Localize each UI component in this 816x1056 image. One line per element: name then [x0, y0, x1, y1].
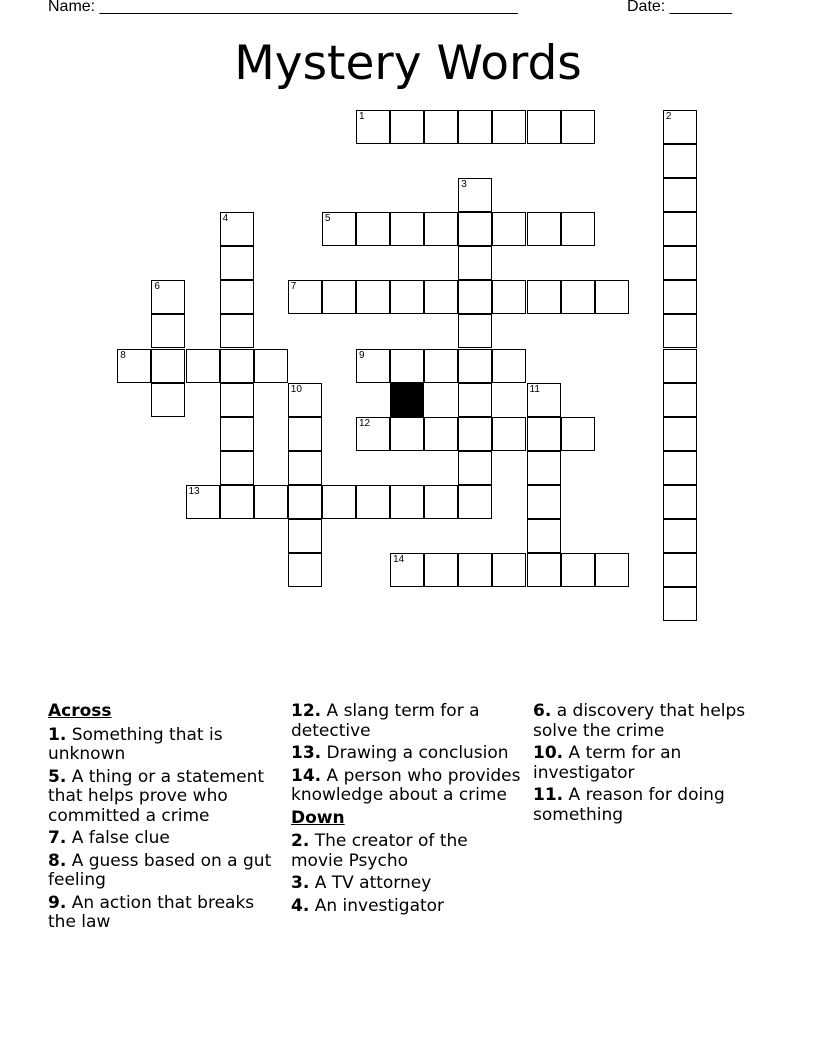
grid-cell[interactable]	[561, 280, 595, 314]
grid-cell[interactable]	[458, 383, 492, 417]
grid-cell[interactable]	[492, 417, 526, 451]
grid-cell[interactable]	[288, 417, 322, 451]
clue-text: A TV attorney	[314, 873, 432, 893]
cell-number: 4	[222, 213, 229, 225]
grid-cell[interactable]	[663, 246, 697, 280]
grid-cell[interactable]	[424, 485, 458, 519]
grid-cell[interactable]	[356, 485, 390, 519]
grid-cell[interactable]	[424, 280, 458, 314]
grid-cell[interactable]	[220, 485, 254, 519]
grid-cell[interactable]	[356, 280, 390, 314]
grid-cell[interactable]	[424, 417, 458, 451]
grid-cell[interactable]	[288, 485, 322, 519]
clue-across-9	[48, 894, 280, 933]
grid-cell[interactable]	[220, 349, 254, 383]
clue-number: 1.	[48, 724, 67, 745]
clue-text: An action that breaks the law	[48, 892, 255, 932]
grid-cell[interactable]	[186, 485, 220, 519]
grid-cell[interactable]	[561, 110, 595, 144]
grid-cell[interactable]	[492, 110, 526, 144]
cell-number: 5	[324, 213, 331, 225]
clue-text: A person who provides knowledge about a crime	[291, 765, 521, 805]
grid-cell[interactable]	[663, 349, 697, 383]
clue-text: A term for an investigator	[533, 743, 682, 783]
cell-number: 6	[154, 281, 160, 293]
grid-cell[interactable]	[356, 349, 390, 383]
grid-cell[interactable]	[527, 383, 561, 417]
grid-cell[interactable]	[527, 519, 561, 553]
cell-number: 12	[359, 417, 371, 429]
grid-cell[interactable]	[663, 280, 697, 314]
clue-number: 5.	[48, 766, 67, 787]
grid-cell[interactable]	[356, 212, 390, 246]
grid-cell[interactable]	[663, 417, 697, 451]
cell-number: 2	[665, 110, 672, 122]
clue-number: 9.	[48, 892, 67, 913]
grid-cell[interactable]	[595, 553, 629, 587]
cell-number: 11	[529, 383, 540, 395]
grid-cell[interactable]	[424, 349, 458, 383]
cell-number: 3	[461, 179, 467, 190]
grid-cell[interactable]	[288, 451, 322, 485]
clue-down-4	[291, 897, 523, 917]
cell-number: 7	[290, 281, 297, 293]
grid-cell[interactable]	[220, 383, 254, 417]
grid-cell[interactable]	[458, 246, 492, 280]
clue-down-11	[533, 786, 765, 825]
clue-text: A thing or a statement that helps prove who committed a crime	[48, 766, 265, 826]
cell-number: 13	[188, 485, 200, 497]
grid-cell[interactable]	[663, 587, 697, 621]
grid-cell[interactable]	[458, 178, 492, 212]
grid-cell[interactable]	[220, 280, 254, 314]
cell-number: 1	[359, 110, 365, 122]
grid-cell[interactable]	[458, 451, 492, 485]
grid-cell[interactable]	[458, 417, 492, 451]
grid-cell[interactable]	[117, 349, 151, 383]
clue-down-10	[533, 744, 765, 783]
clue-number: 2.	[291, 831, 310, 851]
grid-cell[interactable]	[288, 383, 322, 417]
name-field[interactable]: Name: _______________________________________________	[48, 0, 518, 15]
grid-cell[interactable]	[663, 553, 697, 587]
cell-number: 10	[290, 383, 302, 395]
grid-cell[interactable]	[220, 417, 254, 451]
grid-cell[interactable]	[527, 280, 561, 314]
clue-across-5	[48, 768, 280, 827]
grid-cell[interactable]	[561, 417, 595, 451]
grid-cell[interactable]	[663, 314, 697, 348]
clue-text: An investigator	[314, 895, 445, 916]
grid-cell[interactable]	[356, 417, 390, 451]
grid-cell[interactable]	[220, 451, 254, 485]
cell-number: 9	[359, 349, 365, 361]
clue-text: A reason for doing something	[533, 785, 725, 825]
grid-cell[interactable]	[527, 451, 561, 485]
clue-across-7	[48, 829, 280, 849]
clue-number: 11.	[533, 785, 564, 805]
grid-cell[interactable]	[527, 212, 561, 246]
grid-cell[interactable]	[322, 212, 356, 246]
grid-cell[interactable]	[424, 212, 458, 246]
grid-cell[interactable]	[527, 553, 561, 587]
clue-across-12	[291, 702, 523, 741]
cell-number: 14	[393, 554, 405, 566]
grid-cell[interactable]	[356, 110, 390, 144]
date-field[interactable]: Date: _______	[627, 0, 732, 15]
grid-cell[interactable]	[527, 110, 561, 144]
grid-cell[interactable]	[151, 349, 185, 383]
clue-column-3	[533, 702, 765, 828]
down-heading: Down	[291, 807, 345, 828]
clue-number: 12.	[291, 701, 322, 721]
clue-number: 6.	[533, 701, 552, 721]
clue-number: 14.	[291, 765, 322, 786]
cell-number: 8	[120, 349, 126, 361]
clue-column-1	[48, 702, 280, 936]
grid-cell[interactable]	[663, 519, 697, 553]
clue-number: 10.	[533, 743, 564, 763]
grid-cell[interactable]	[492, 212, 526, 246]
grid-cell[interactable]	[151, 383, 185, 417]
clue-text: A false clue	[71, 828, 170, 848]
grid-cell[interactable]	[663, 212, 697, 246]
clue-text: Drawing a conclusion	[326, 743, 509, 763]
grid-cell[interactable]	[663, 144, 697, 178]
grid-cell[interactable]	[492, 280, 526, 314]
grid-cell[interactable]	[288, 553, 322, 587]
clue-number: 7.	[48, 828, 67, 848]
grid-cell[interactable]	[254, 349, 288, 383]
grid-cell[interactable]	[527, 417, 561, 451]
clue-across-1	[48, 726, 280, 765]
grid-cell[interactable]	[424, 110, 458, 144]
grid-cell[interactable]	[663, 451, 697, 485]
clue-text: Something that is unknown	[48, 724, 223, 764]
grid-cell[interactable]	[151, 280, 185, 314]
clue-across-14	[291, 767, 523, 806]
grid-cell[interactable]	[390, 212, 424, 246]
grid-cell[interactable]	[186, 349, 220, 383]
grid-cell[interactable]	[458, 553, 492, 587]
grid-cell[interactable]	[390, 553, 424, 587]
grid-cell[interactable]	[288, 519, 322, 553]
grid-cell[interactable]	[151, 314, 185, 348]
grid-cell[interactable]	[390, 110, 424, 144]
grid-cell[interactable]	[220, 246, 254, 280]
grid-cell[interactable]	[492, 349, 526, 383]
grid-cell[interactable]	[254, 485, 288, 519]
grid-cell[interactable]	[458, 110, 492, 144]
grid-cell[interactable]	[663, 383, 697, 417]
grid-cell[interactable]	[561, 212, 595, 246]
grid-cell[interactable]	[663, 178, 697, 212]
clue-number: 8.	[48, 850, 67, 871]
grid-cell[interactable]	[458, 280, 492, 314]
clue-text: A slang term for a detective	[291, 701, 480, 741]
grid-cell[interactable]	[458, 212, 492, 246]
black-cell	[390, 383, 424, 417]
grid-cell[interactable]	[322, 280, 356, 314]
grid-cell[interactable]	[458, 314, 492, 348]
grid-cell[interactable]	[458, 485, 492, 519]
clue-text: The creator of the movie Psycho	[291, 831, 468, 871]
clue-down-6	[533, 702, 765, 741]
grid-cell[interactable]	[220, 314, 254, 348]
grid-cell[interactable]	[288, 280, 322, 314]
clue-text: a discovery that helps solve the crime	[533, 701, 746, 741]
grid-cell[interactable]	[595, 280, 629, 314]
grid-cell[interactable]	[220, 212, 254, 246]
grid-cell[interactable]	[322, 485, 356, 519]
clue-down-2	[291, 832, 523, 871]
grid-cell[interactable]	[390, 280, 424, 314]
clue-number: 3.	[291, 873, 310, 893]
across-heading: Across	[48, 701, 112, 721]
clue-text: A guess based on a gut feeling	[48, 850, 272, 890]
grid-cell[interactable]	[390, 417, 424, 451]
grid-cell[interactable]	[663, 485, 697, 519]
clue-number: 13.	[291, 743, 322, 763]
clue-across-13	[291, 744, 523, 764]
clue-across-8	[48, 852, 280, 891]
grid-cell[interactable]	[492, 553, 526, 587]
clue-down-3	[291, 874, 523, 894]
clue-column-2	[291, 702, 523, 919]
grid-cell[interactable]	[527, 485, 561, 519]
page-title: Mystery Words	[234, 36, 582, 91]
clue-number: 4.	[291, 895, 310, 916]
grid-cell[interactable]	[663, 110, 697, 144]
grid-cell[interactable]	[561, 553, 595, 587]
grid-cell[interactable]	[458, 349, 492, 383]
grid-cell[interactable]	[424, 553, 458, 587]
grid-cell[interactable]	[390, 349, 424, 383]
grid-cell[interactable]	[390, 485, 424, 519]
